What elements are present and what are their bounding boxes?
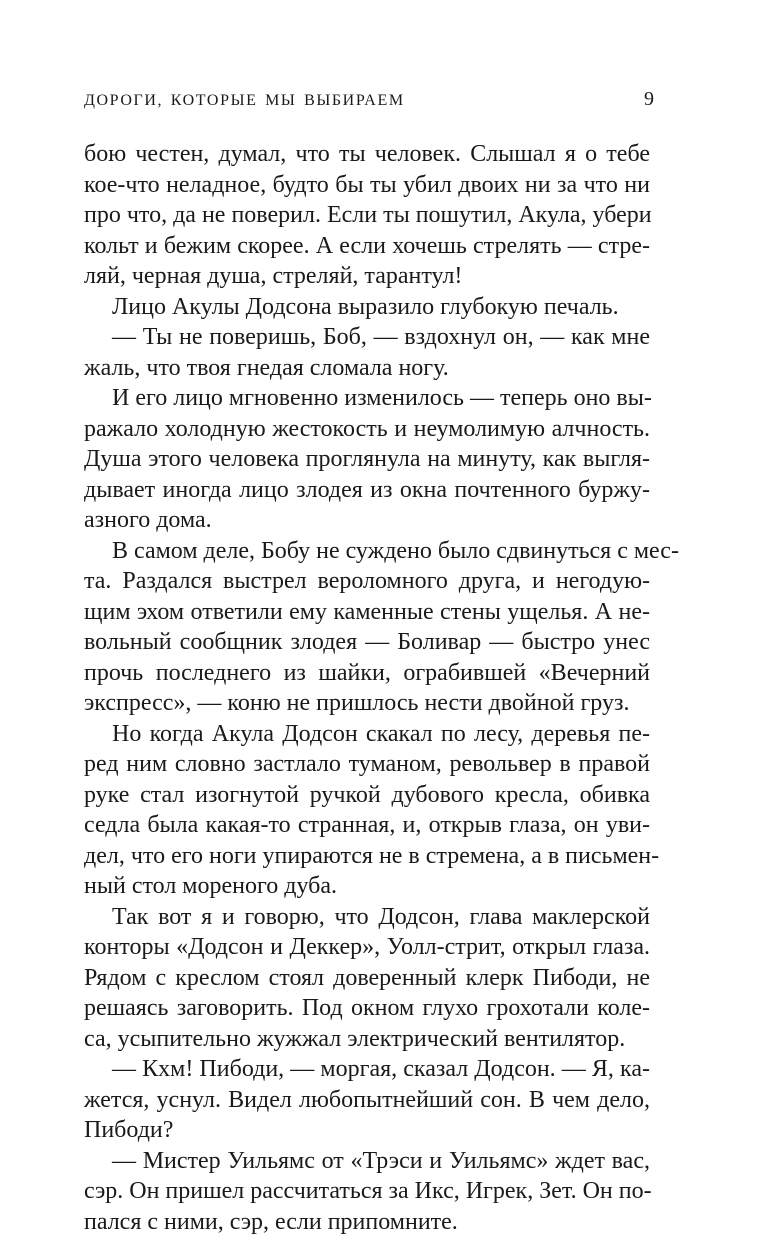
text-line: ный стол мореного дуба. [84,873,337,899]
text-line: экспресс», — коню не пришлось нести двойной груз. [84,690,630,716]
text-line: Но когда Акула Додсон скакал по лесу, деревья пе- [112,720,650,747]
text-line: В самом деле, Бобу не суждено было сдвинуться с мес- [112,537,679,564]
text-line: пался с ними, сэр, если припомните. [84,1208,458,1235]
text-line: Лицо Акулы Додсона выразило глубокую печаль. [112,293,619,320]
text-line: — Ты не поверишь, Боб, — вздохнул он, — как мне [112,324,650,350]
text-line: про что, да не поверил. Если ты пошутил, Акула, убери [84,202,652,228]
text-line: И его лицо мгновенно изменилось — теперь оно вы- [112,385,652,411]
text-line: седла была какая-то странная, и, открыв глаза, он уви- [84,812,650,838]
text-line: азного дома. [84,507,212,533]
text-line: жется, уснул. Видел любопытнейший сон. В чем дело, [84,1086,650,1113]
text-line: бою честен, думал, что ты человек. Слышал я о тебе [84,141,650,167]
text-line: Так вот я и говорю, что Додсон, глава маклерской [112,903,650,930]
text-line: Рядом с креслом стоял доверенный клерк Пибоди, не [84,964,650,991]
page-number: 9 [644,88,654,110]
text-line: конторы «Додсон и Деккер», Уолл-стрит, открыл глаза. [84,934,650,960]
running-title: ДОРОГИ, КОТОРЫЕ МЫ ВЫБИРАЕМ [84,92,405,109]
text-line: кольт и бежим скорее. А если хочешь стрелять — стре- [84,232,650,259]
text-line: сэр. Он пришел рассчитаться за Икс, Игрек, Зет. Он по- [84,1178,652,1204]
text-line: та. Раздался выстрел вероломного друга, и негодую- [84,568,650,594]
text-line: ражало холодную жестокость и неумолимую алчность. [84,415,650,442]
text-line: — Мистер Уильямс от «Трэси и Уильямс» ждет вас, [112,1147,650,1174]
text-line: жаль, что твоя гнедая сломала ногу. [84,354,449,381]
text-line: прочь последнего из шайки, ограбившей «Вечерний [84,659,650,686]
text-line: ред ним словно застлало туманом, револьвер в правой [84,751,650,777]
text-line: са, усыпительно жужжал электрический вентилятор. [84,1025,626,1052]
text-line: решаясь заговорить. Под окном глухо грохотали коле- [84,995,650,1021]
text-line: щим эхом ответили ему каменные стены ущелья. А не- [84,598,650,625]
text-line: кое-что неладное, будто бы ты убил двоих ни за что ни [84,171,650,198]
text-line: дел, что его ноги упираются не в стремена, а в письмен- [84,842,660,869]
text-line: ляй, черная душа, стреляй, тарантул! [84,263,463,289]
text-line: — Кхм! Пибоди, — моргая, сказал Додсон. — Я, ка- [112,1056,650,1082]
text-line: руке стал изогнутой ручкой дубового кресла, обивка [84,781,650,808]
text-line: Душа этого человека проглянула на минуту, как выгля- [84,446,650,472]
running-head [84,88,654,118]
text-line: дывает иногда лицо злодея из окна почтенного буржу- [84,476,650,503]
text-line: вольный сообщник злодея — Боливар — быстро унес [84,629,650,655]
text-line: Пибоди? [84,1117,174,1143]
body-text [84,139,679,1237]
